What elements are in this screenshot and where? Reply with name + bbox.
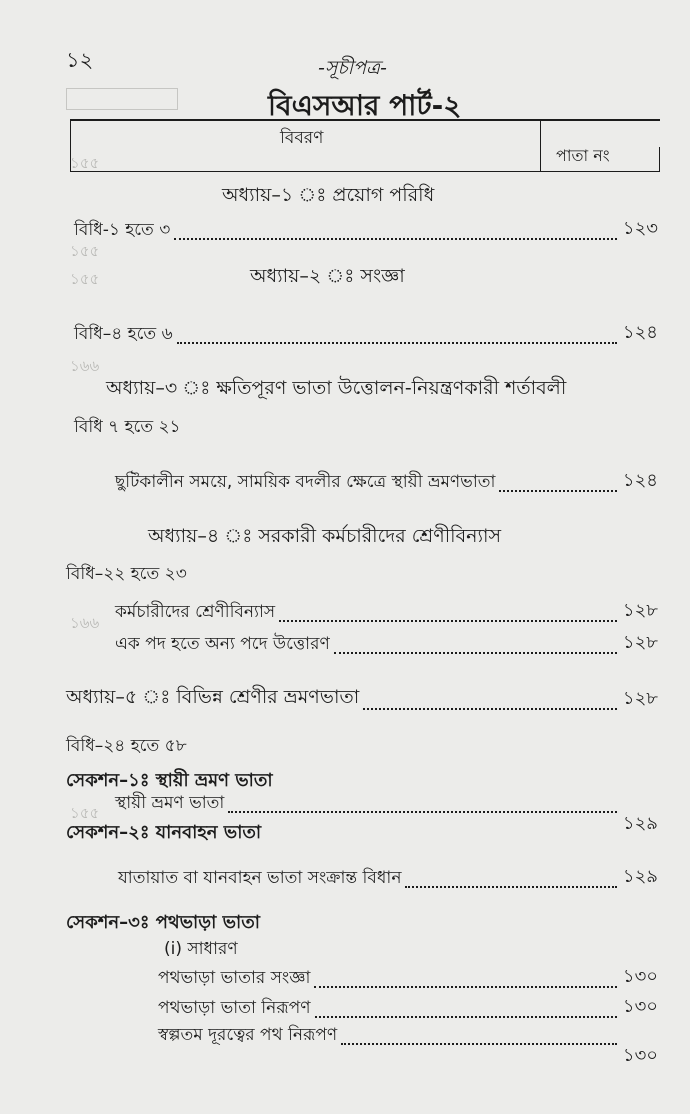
- toc-entry: [74, 214, 658, 245]
- toc-entry-page: ১২৯: [622, 813, 658, 834]
- toc-entry: [115, 628, 658, 659]
- dot-leader: [314, 986, 617, 988]
- bleed-through-text: [66, 88, 178, 114]
- bleed-through-text: ১৫৫: [70, 804, 100, 822]
- toc-entry-page: ১২৪: [622, 322, 658, 343]
- toc-entry-page: ১২৪: [622, 470, 658, 491]
- bleed-through-text: ১৫৫: [70, 270, 100, 288]
- chapter-heading: অধ্যায়–৩ ঃ ক্ষতিপূরণ ভাতা উত্তোলন-নিয়ন্ত্রণকারী শর্তাবলী: [106, 377, 567, 399]
- toc-entry-text: কর্মচারীদের শ্রেণীবিন্যাস: [115, 602, 276, 622]
- toc-entry-text: যাতায়াত বা যানবাহন ভাতা সংক্রান্ত বিধান: [118, 868, 402, 888]
- toc-entry: [118, 862, 658, 893]
- chapter-heading: অধ্যায়–৪ ঃ সরকারী কর্মচারীদের শ্রেণীবিন্যাস: [148, 525, 502, 547]
- toc-entry-page: ১৩০: [622, 996, 658, 1017]
- dot-leader: [315, 1016, 617, 1018]
- toc-entry-text: বিধি–৪ হতে ৬: [74, 324, 173, 344]
- dot-leader: [499, 490, 616, 492]
- toc-entry: [74, 318, 658, 349]
- toc-entry-text: স্থায়ী ভ্রমণ ভাতা: [115, 793, 225, 813]
- toc-entry-text: অধ্যায়–৫ ঃ বিভিন্ন শ্রেণীর ভ্রমণভাতা: [66, 686, 360, 708]
- bleed-through-box: [66, 88, 178, 110]
- table-left-border: [70, 119, 71, 171]
- toc-entry: [115, 466, 658, 497]
- toc-entry-page: ১২৮: [622, 600, 658, 621]
- bleed-through-text: ১৬৬: [70, 357, 100, 375]
- toc-entry-text: পথভাড়া ভাতা নিরূপণ: [158, 998, 311, 1018]
- dot-leader: [174, 238, 617, 240]
- toc-entry: [115, 790, 658, 834]
- toc-entry-page: ১২৮: [622, 688, 658, 709]
- section-heading: সেকশন–১ঃ স্থায়ী ভ্রমণ ভাতা: [66, 770, 273, 791]
- section-heading: সেকশন–২ঃ যানবাহন ভাতা: [66, 822, 262, 843]
- table-column-divider: [540, 119, 541, 171]
- toc-entry-page: ১২৩: [622, 218, 658, 239]
- dot-leader: [363, 708, 617, 710]
- toc-entry-page: ১৩০: [622, 966, 658, 987]
- column-header-page: পাতা নং: [556, 146, 610, 165]
- bleed-through-text: ১৫৫: [70, 154, 100, 172]
- bleed-through-text: ১৬৬: [70, 614, 100, 632]
- chapter-heading: অধ্যায়–২ ঃ সংজ্ঞা: [250, 265, 405, 287]
- toc-entry-chapter: [66, 683, 658, 715]
- toc-entry: [158, 1022, 658, 1066]
- dot-leader: [334, 652, 617, 654]
- table-header: [70, 119, 660, 173]
- toc-entry-page: ১৩০: [622, 1045, 658, 1066]
- dot-leader: [279, 620, 617, 622]
- toc-entry-text: ছুটিকালীন সময়ে, সাময়িক বদলীর ক্ষেত্রে স্থায়ী ভ্রমণভাতা: [115, 472, 496, 492]
- chapter-heading: অধ্যায়–১ ঃ প্রয়োগ পরিধি: [222, 184, 435, 206]
- rule-range: বিধি–২৪ হতে ৫৮: [66, 736, 187, 756]
- table-top-rule: [70, 119, 660, 121]
- section-heading: সেকশন–৩ঃ পথভাড়া ভাতা: [66, 912, 260, 933]
- toc-entry-page: ১২৮: [622, 632, 658, 653]
- subsection-heading: (i) সাধারণ: [164, 939, 238, 959]
- dot-leader: [177, 342, 617, 344]
- toc-entry-page: ১২৯: [622, 866, 658, 887]
- dot-leader: [341, 1043, 617, 1045]
- page-title: বিএসআর পার্ট-২: [268, 89, 462, 122]
- toc-entry-text: বিধি-১ হতে ৩: [74, 220, 171, 240]
- toc-entry: [158, 992, 658, 1023]
- dot-leader: [405, 886, 616, 888]
- toc-entry-text: পথভাড়া ভাতার সংজ্ঞা: [158, 968, 311, 988]
- dot-leader: [228, 811, 617, 813]
- bleed-through-text: ১৫৫: [70, 242, 100, 260]
- rule-range: বিধি–২২ হতে ২৩: [66, 564, 187, 584]
- page-number: ১২: [66, 48, 94, 72]
- toc-entry-text: স্বল্পতম দূরত্বের পথ নিরূপণ: [158, 1025, 338, 1045]
- toc-entry: [115, 596, 658, 627]
- running-head: -সূচীপত্র-: [318, 57, 387, 79]
- column-header-description: বিবরণ: [280, 128, 324, 148]
- rule-range: বিধি ৭ হতে ২১: [74, 417, 181, 437]
- toc-entry: [158, 962, 658, 993]
- toc-entry-text: এক পদ হতে অন্য পদে উত্তোরণ: [115, 634, 330, 654]
